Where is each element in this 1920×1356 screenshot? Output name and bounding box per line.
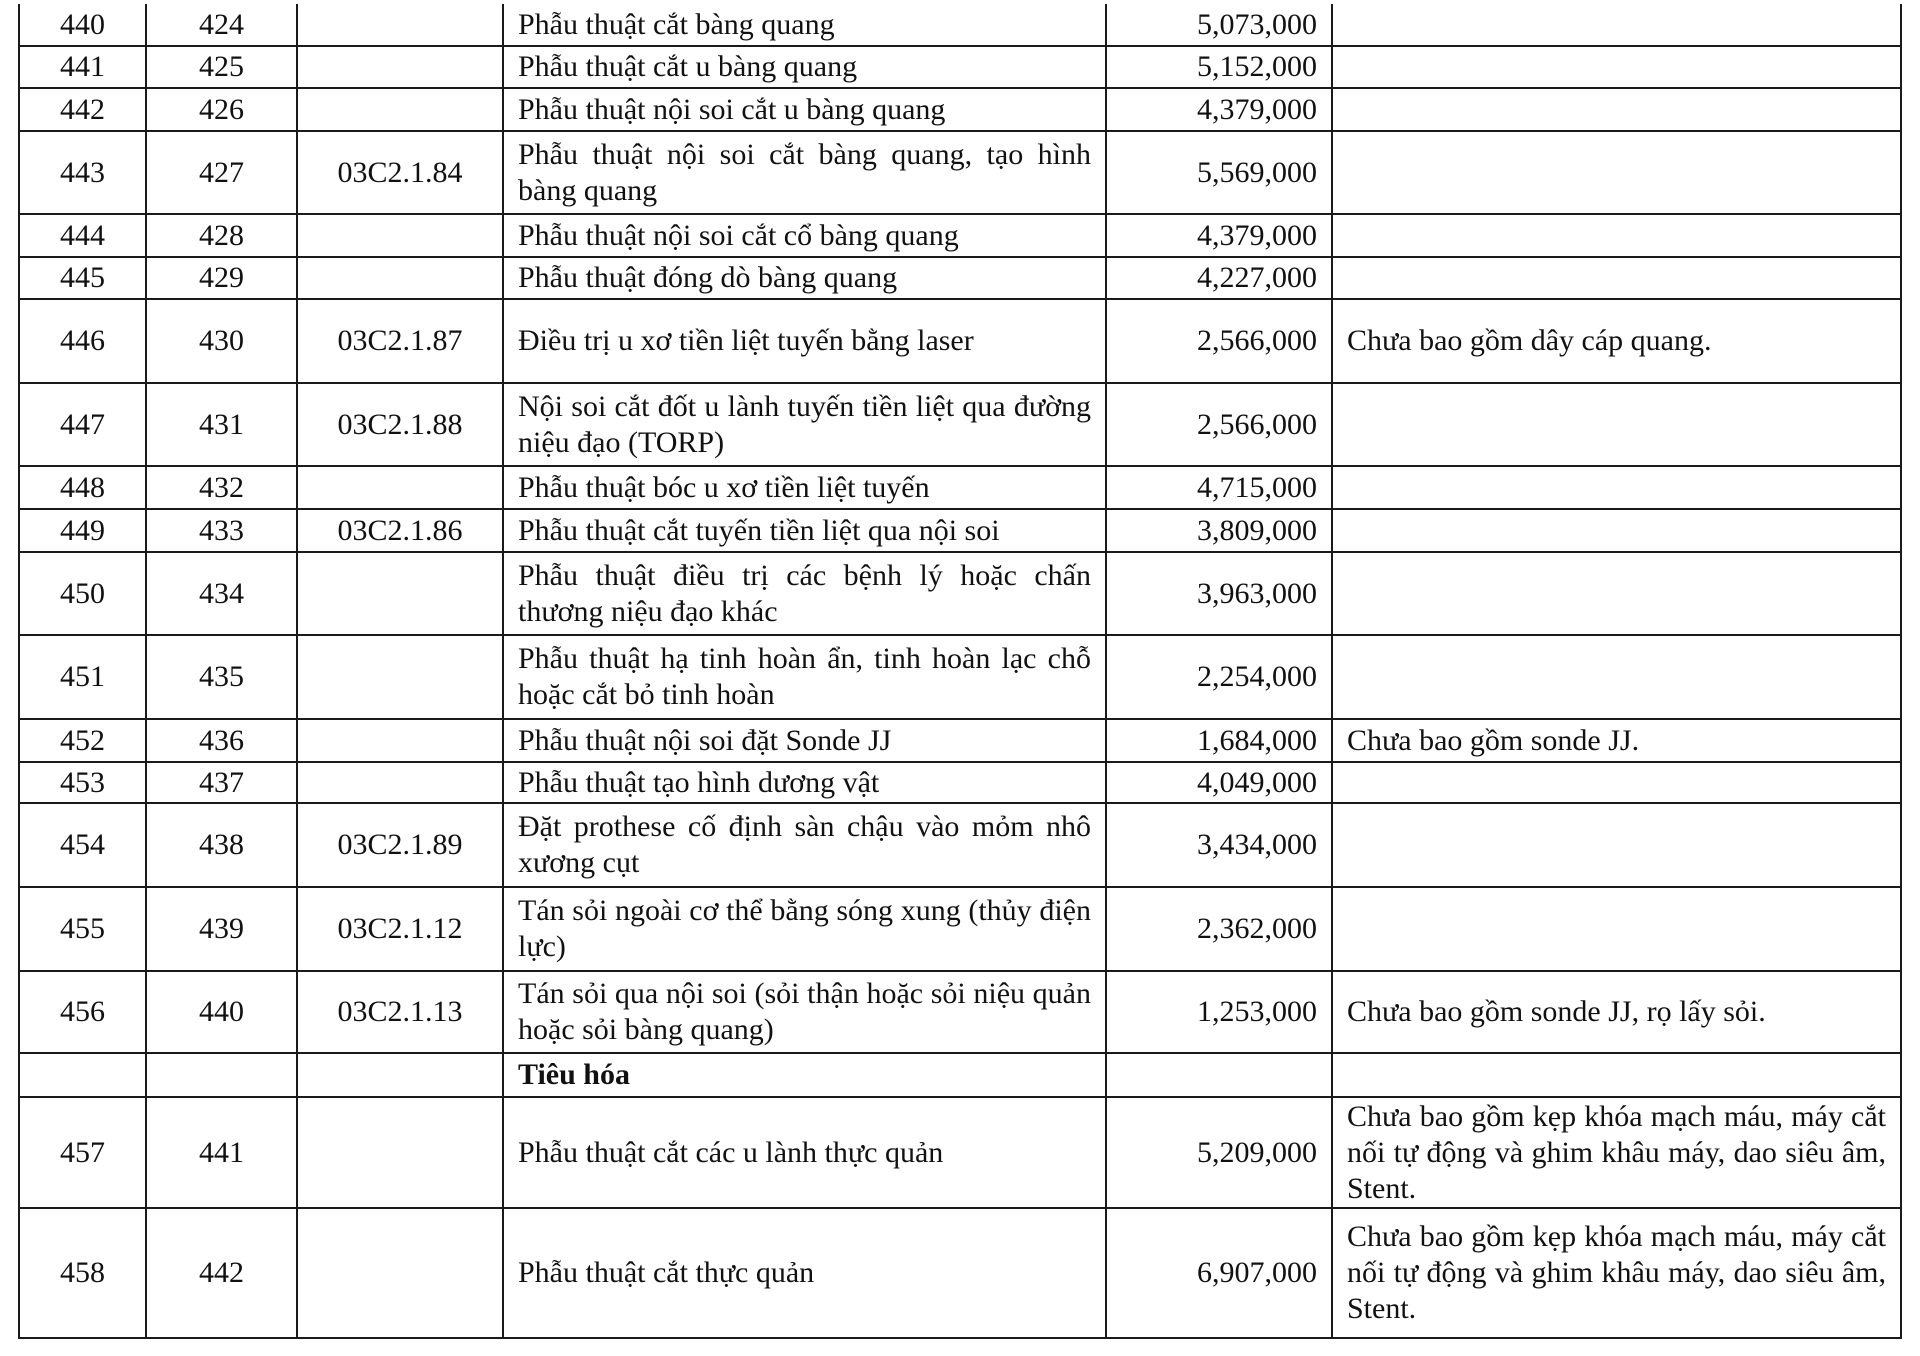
row-service-code-cell: [297, 552, 503, 635]
row-service-name-cell: Phẫu thuật cắt bàng quang: [503, 4, 1106, 46]
table-row: [19, 509, 1901, 552]
row-service-code-cell: 03C2.1.84: [297, 131, 503, 214]
row-price-cell: 2,566,000: [1106, 299, 1332, 383]
table-row: [19, 552, 1901, 635]
row-service-name-cell: Nội soi cắt đốt u lành tuyến tiền liệt qua đường niệu đạo (TORP): [503, 383, 1106, 466]
row-service-code-cell: [297, 88, 503, 131]
row-note-cell: Chưa bao gồm dây cáp quang.: [1332, 299, 1901, 383]
price-table: [18, 4, 1902, 1339]
row-price-cell: 2,566,000: [1106, 383, 1332, 466]
row-code-cell: 425: [146, 46, 297, 88]
row-note-cell: [1332, 803, 1901, 887]
row-service-code-cell: [297, 214, 503, 257]
row-code-cell: [146, 1053, 297, 1097]
table-row: [19, 257, 1901, 299]
row-price-cell: 2,254,000: [1106, 635, 1332, 719]
row-stt-cell: 444: [19, 214, 146, 257]
row-service-name-cell: Phẫu thuật hạ tinh hoàn ẩn, tinh hoàn lạc chỗ hoặc cắt bỏ tinh hoàn: [503, 635, 1106, 719]
row-code-cell: 441: [146, 1097, 297, 1208]
row-stt-cell: 454: [19, 803, 146, 887]
table-row: [19, 635, 1901, 719]
row-service-name-cell: Phẫu thuật cắt tuyến tiền liệt qua nội soi: [503, 509, 1106, 552]
row-code-cell: 430: [146, 299, 297, 383]
row-service-name-cell: Phẫu thuật tạo hình dương vật: [503, 762, 1106, 803]
row-stt-cell: 447: [19, 383, 146, 466]
row-service-code-cell: [297, 719, 503, 762]
row-note-cell: [1332, 552, 1901, 635]
row-service-name-cell: Tán sỏi ngoài cơ thể bằng sóng xung (thủy điện lực): [503, 887, 1106, 971]
table-body: [19, 4, 1901, 1338]
row-code-cell: 437: [146, 762, 297, 803]
row-stt-cell: 443: [19, 131, 146, 214]
row-service-name-cell: Phẫu thuật điều trị các bệnh lý hoặc chấn thương niệu đạo khác: [503, 552, 1106, 635]
row-code-cell: 439: [146, 887, 297, 971]
row-service-name-cell: Tán sỏi qua nội soi (sỏi thận hoặc sỏi niệu quản hoặc sỏi bàng quang): [503, 971, 1106, 1053]
row-stt-cell: 449: [19, 509, 146, 552]
row-stt-cell: [19, 1053, 146, 1097]
section-heading: Tiêu hóa: [503, 1053, 1106, 1097]
row-code-cell: 442: [146, 1208, 297, 1338]
row-note-cell: [1332, 383, 1901, 466]
row-price-cell: 4,379,000: [1106, 214, 1332, 257]
row-service-name-cell: Phẫu thuật nội soi đặt Sonde JJ: [503, 719, 1106, 762]
row-code-cell: 431: [146, 383, 297, 466]
row-service-name-cell: Đặt prothese cố định sàn chậu vào mỏm nhô xương cụt: [503, 803, 1106, 887]
row-stt-cell: 451: [19, 635, 146, 719]
row-service-code-cell: [297, 635, 503, 719]
row-service-code-cell: [297, 257, 503, 299]
row-service-name-cell: Phẫu thuật cắt các u lành thực quản: [503, 1097, 1106, 1208]
row-note-cell: [1332, 131, 1901, 214]
row-price-cell: 4,227,000: [1106, 257, 1332, 299]
row-note-cell: [1332, 88, 1901, 131]
row-note-cell: [1332, 887, 1901, 971]
row-note-cell: [1332, 466, 1901, 509]
table-row: [19, 1097, 1901, 1208]
row-code-cell: 433: [146, 509, 297, 552]
row-code-cell: 424: [146, 4, 297, 46]
row-code-cell: 435: [146, 635, 297, 719]
row-code-cell: 428: [146, 214, 297, 257]
row-code-cell: 427: [146, 131, 297, 214]
row-stt-cell: 455: [19, 887, 146, 971]
row-service-code-cell: [297, 46, 503, 88]
row-price-cell: 4,379,000: [1106, 88, 1332, 131]
row-stt-cell: 445: [19, 257, 146, 299]
row-price-cell: 2,362,000: [1106, 887, 1332, 971]
row-price-cell: 4,715,000: [1106, 466, 1332, 509]
row-note-cell: [1332, 257, 1901, 299]
table-row: [19, 466, 1901, 509]
row-service-code-cell: 03C2.1.86: [297, 509, 503, 552]
row-service-code-cell: [297, 762, 503, 803]
row-stt-cell: 456: [19, 971, 146, 1053]
row-service-code-cell: [297, 1208, 503, 1338]
row-code-cell: 432: [146, 466, 297, 509]
row-service-code-cell: 03C2.1.89: [297, 803, 503, 887]
row-service-name-cell: Phẫu thuật nội soi cắt cổ bàng quang: [503, 214, 1106, 257]
row-price-cell: 1,253,000: [1106, 971, 1332, 1053]
table-row: [19, 214, 1901, 257]
row-stt-cell: 440: [19, 4, 146, 46]
row-service-name-cell: Điều trị u xơ tiền liệt tuyến bằng laser: [503, 299, 1106, 383]
row-price-cell: 5,569,000: [1106, 131, 1332, 214]
row-service-name-cell: Phẫu thuật đóng dò bàng quang: [503, 257, 1106, 299]
table-row: [19, 46, 1901, 88]
table-row: [19, 803, 1901, 887]
row-note-cell: Chưa bao gồm sonde JJ, rọ lấy sỏi.: [1332, 971, 1901, 1053]
row-service-code-cell: 03C2.1.13: [297, 971, 503, 1053]
table-row: [19, 299, 1901, 383]
table-row: [19, 4, 1901, 46]
row-code-cell: 436: [146, 719, 297, 762]
row-stt-cell: 442: [19, 88, 146, 131]
row-service-name-cell: Phẫu thuật cắt u bàng quang: [503, 46, 1106, 88]
row-service-name-cell: Phẫu thuật nội soi cắt bàng quang, tạo hình bàng quang: [503, 131, 1106, 214]
row-stt-cell: 446: [19, 299, 146, 383]
row-service-code-cell: 03C2.1.12: [297, 887, 503, 971]
row-price-cell: 3,809,000: [1106, 509, 1332, 552]
row-code-cell: 438: [146, 803, 297, 887]
row-service-code-cell: 03C2.1.88: [297, 383, 503, 466]
row-note-cell: Chưa bao gồm kẹp khóa mạch máu, máy cắt nối tự động và ghim khâu máy, dao siêu âm, Stent.: [1332, 1208, 1901, 1338]
table-row: [19, 383, 1901, 466]
table-row: [19, 971, 1901, 1053]
table-row: [19, 131, 1901, 214]
table-row: [19, 1208, 1901, 1338]
row-stt-cell: 441: [19, 46, 146, 88]
row-note-cell: [1332, 762, 1901, 803]
row-stt-cell: 457: [19, 1097, 146, 1208]
row-service-code-cell: 03C2.1.87: [297, 299, 503, 383]
row-service-name-cell: Phẫu thuật bóc u xơ tiền liệt tuyến: [503, 466, 1106, 509]
section-row: [19, 1053, 1901, 1097]
row-service-code-cell: [297, 1053, 503, 1097]
row-price-cell: 3,434,000: [1106, 803, 1332, 887]
row-code-cell: 434: [146, 552, 297, 635]
row-price-cell: 5,073,000: [1106, 4, 1332, 46]
row-code-cell: 429: [146, 257, 297, 299]
row-price-cell: 4,049,000: [1106, 762, 1332, 803]
row-note-cell: Chưa bao gồm kẹp khóa mạch máu, máy cắt nối tự động và ghim khâu máy, dao siêu âm, Stent.: [1332, 1097, 1901, 1208]
table-row: [19, 88, 1901, 131]
row-price-cell: 3,963,000: [1106, 552, 1332, 635]
row-note-cell: Chưa bao gồm sonde JJ.: [1332, 719, 1901, 762]
row-price-cell: 5,152,000: [1106, 46, 1332, 88]
row-stt-cell: 448: [19, 466, 146, 509]
row-price-cell: 5,209,000: [1106, 1097, 1332, 1208]
row-stt-cell: 452: [19, 719, 146, 762]
table-row: [19, 719, 1901, 762]
row-code-cell: 440: [146, 971, 297, 1053]
row-price-cell: 6,907,000: [1106, 1208, 1332, 1338]
row-service-code-cell: [297, 466, 503, 509]
row-stt-cell: 450: [19, 552, 146, 635]
row-price-cell: [1106, 1053, 1332, 1097]
row-stt-cell: 458: [19, 1208, 146, 1338]
table-row: [19, 762, 1901, 803]
row-service-name-cell: Phẫu thuật nội soi cắt u bàng quang: [503, 88, 1106, 131]
row-note-cell: [1332, 509, 1901, 552]
row-code-cell: 426: [146, 88, 297, 131]
row-service-code-cell: [297, 1097, 503, 1208]
row-stt-cell: 453: [19, 762, 146, 803]
row-price-cell: 1,684,000: [1106, 719, 1332, 762]
table-row: [19, 887, 1901, 971]
row-service-name-cell: Phẫu thuật cắt thực quản: [503, 1208, 1106, 1338]
row-service-code-cell: [297, 4, 503, 46]
row-note-cell: [1332, 214, 1901, 257]
row-note-cell: [1332, 635, 1901, 719]
row-note-cell: [1332, 46, 1901, 88]
row-note-cell: [1332, 1053, 1901, 1097]
row-note-cell: [1332, 4, 1901, 46]
